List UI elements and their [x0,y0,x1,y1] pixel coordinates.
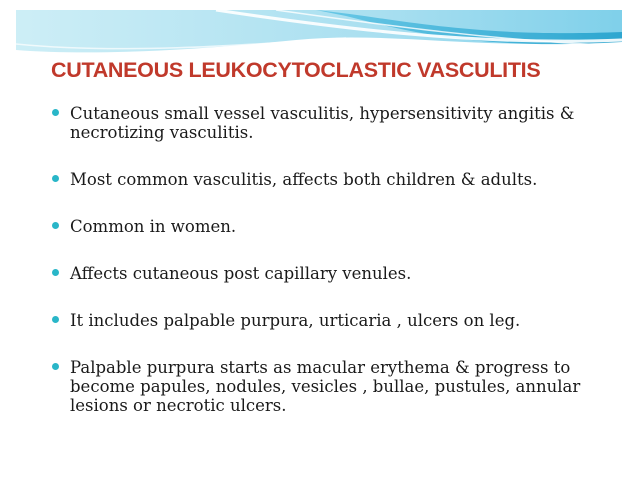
bullet-text: Common in women. [70,217,237,236]
bullet-dot-icon [52,363,59,370]
bullet-text: Cutaneous small vessel vasculitis, hypersensitivity angitis & necrotizing vasculitis. [70,104,575,142]
slide-title: CUTANEOUS LEUKOCYTOCLASTIC VASCULITIS [51,58,541,82]
bullet-text: Affects cutaneous post capillary venules. [70,264,412,283]
bullet-text: It includes palpable purpura, urticaria , ulcers on leg. [70,311,521,330]
bullet-item [52,170,612,189]
bullet-dot-icon [52,269,59,276]
bullet-item [52,264,612,283]
bullet-dot-icon [52,316,59,323]
bullet-dot-icon [52,109,59,116]
slide [16,10,622,462]
bullet-dot-icon [52,222,59,229]
bullet-item [52,311,612,330]
bullet-text: Most common vasculitis, affects both children & adults. [70,170,538,189]
bullet-list [52,104,612,443]
bullet-item [52,217,612,236]
bullet-item [52,358,612,415]
bullet-item [52,104,612,142]
bullet-text: Palpable purpura starts as macular erythema & progress to become papules, nodules, vesicles , bullae, pustules, annular lesions or necrotic ulcers. [70,358,581,415]
bullet-dot-icon [52,175,59,182]
